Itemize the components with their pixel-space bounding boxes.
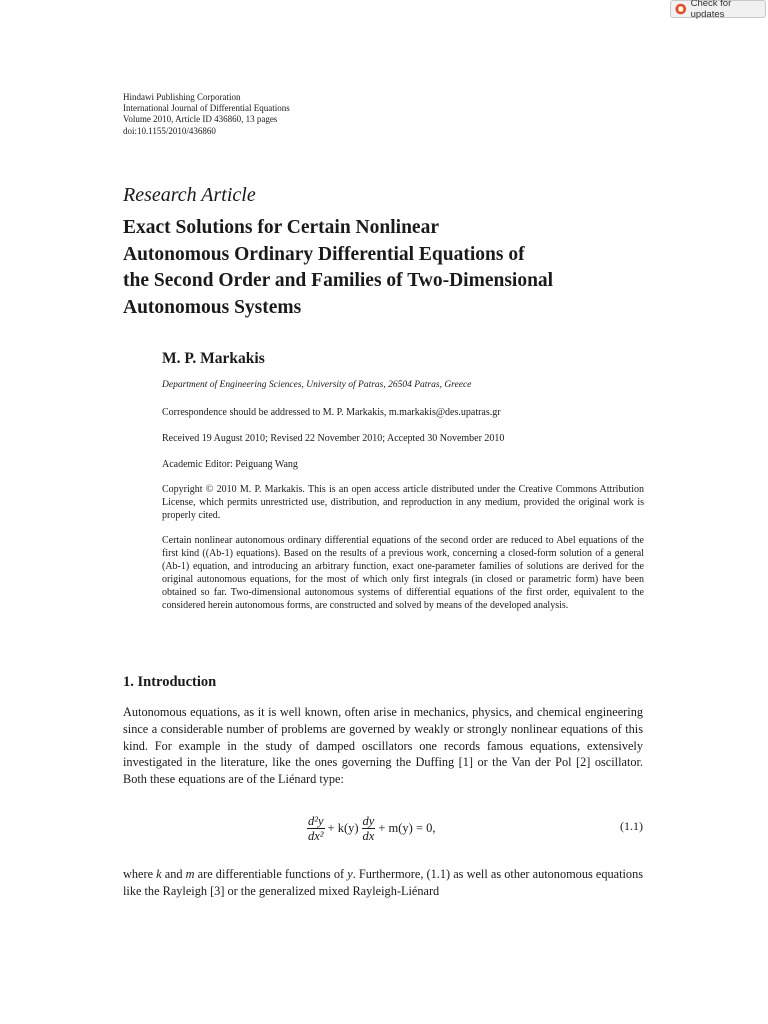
publisher-line: Hindawi Publishing Corporation xyxy=(123,92,241,102)
math-variable: k xyxy=(156,867,162,881)
journal-metadata xyxy=(123,92,290,137)
fraction-denominator: dx² xyxy=(308,828,324,843)
first-derivative-fraction xyxy=(362,814,376,843)
equation-term-m: + m(y) = 0, xyxy=(378,820,436,835)
article-title xyxy=(123,215,663,321)
text-run: and xyxy=(161,867,186,881)
fraction-numerator: d²y xyxy=(308,813,324,828)
copyright-notice: Copyright © 2010 M. P. Markakis. This is an open access article distributed under the Creative Commons Attribution License, which permits unrestricted use, distribution, and reproduction in any medium, provided the original work is properly cited. xyxy=(162,484,644,521)
title-line: the Second Order and Families of Two-Dimensional xyxy=(123,270,554,291)
equation-1-1 xyxy=(306,808,436,848)
editor-line: Academic Editor: Peiguang Wang xyxy=(162,459,298,470)
intro-paragraph: Autonomous equations, as it is well known, often arise in mechanics, physics, and chemical engineering since a considerable number of problems are governed by weakly or strongly nonlinear equations of this kind. For example in the study of damped oscillators one records famous equations, extensively investigated in the literature, like the ones governing the Duffing [1] or the Van der Pol [2] oscillator. Both these equations are of the Liénard type: xyxy=(123,705,643,787)
check-for-updates-label: Check for updates xyxy=(690,0,732,20)
math-variable: y xyxy=(347,867,353,881)
journal-line: International Journal of Differential Equations xyxy=(123,103,290,114)
title-line: Exact Solutions for Certain Nonlinear xyxy=(123,217,439,238)
author-name: M. P. Markakis xyxy=(162,350,265,367)
author-affiliation: Department of Engineering Sciences, University of Patras, 26504 Patras, Greece xyxy=(162,380,472,390)
fraction-denominator: dx xyxy=(362,828,375,843)
continuation-paragraph xyxy=(123,866,643,900)
volume-line: Volume 2010, Article ID 436860, 13 pages xyxy=(123,114,278,125)
abstract: Certain nonlinear autonomous ordinary differential equations of the second order are reduced to Abel equations of the first kind ((Ab-1) equations). Based on the results of a previous work, concerning a closed-form solution of a general (Ab-1) equation, and introducing an arbitrary function, exact one-parameter families of solutions are derived for the original autonomous equations, for the most of which only first integrals (in closed or parametric form) have been obtained so far. Two-dimensional autonomous systems of differential equations of the first order, equivalent to the considered herein autonomous forms, are constructed and solved by means of the developed analysis. xyxy=(162,535,644,611)
dates-line: Received 19 August 2010; Revised 22 November 2010; Accepted 30 November 2010 xyxy=(162,433,505,444)
section-heading: 1. Introduction xyxy=(123,674,217,690)
doi-line: doi:10.1155/2010/436860 xyxy=(123,125,216,136)
title-line: Autonomous Systems xyxy=(123,296,302,318)
text-run: are differentiable functions of xyxy=(194,867,348,881)
equation-number: (1.1) xyxy=(620,819,643,833)
fraction-numerator: dy xyxy=(362,813,375,828)
title-line: Autonomous Ordinary Differential Equations of xyxy=(123,243,525,265)
text-run: . Furthermore, (1.1) as well as other autonomous equations like the Rayleigh [3] or the generalized mixed Rayleigh-Liénard xyxy=(123,867,644,898)
equation-term-k: + k(y) xyxy=(327,820,359,835)
article-type: Research Article xyxy=(123,184,256,206)
correspondence-line: Correspondence should be addressed to M. P. Markakis, m.markakis@des.upatras.gr xyxy=(162,407,501,418)
text-run: where xyxy=(123,867,157,881)
second-derivative-fraction xyxy=(307,814,325,843)
updates-badge-icon xyxy=(675,3,687,15)
math-variable: m xyxy=(185,867,195,881)
check-for-updates-button[interactable] xyxy=(670,0,766,18)
